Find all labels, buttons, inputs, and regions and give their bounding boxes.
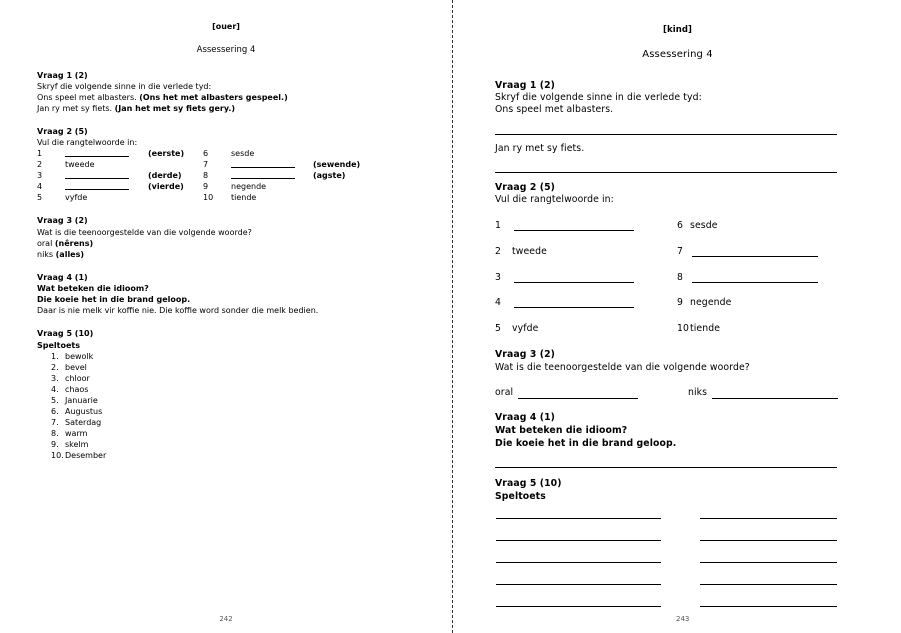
list-item: 4. chaos [51,385,89,394]
answer-line[interactable] [495,172,837,173]
q2-num: 8 [203,171,209,180]
list-item: 6. Augustus [51,407,103,416]
answer-line[interactable] [712,398,838,399]
spelling-line[interactable] [496,584,661,585]
q2-word: tweede [65,160,95,169]
q2-num: 5 [495,323,502,334]
q4-idiom: Die koeie het in die brand geloop. [37,295,191,304]
page-number: 242 [219,615,233,623]
spelling-line[interactable] [496,518,661,519]
q2-num: 8 [677,272,684,283]
q3-heading: Vraag 3 (2) [37,216,88,225]
page-header: [ouer] [212,22,240,31]
q1-sentence-1: Ons speel met albasters. (Ons het met albasters gespeel.) [37,93,288,102]
q3-word: niks [688,387,708,398]
page-divider [452,0,453,633]
q2-num: 9 [203,182,209,191]
q2-num: 3 [495,272,502,283]
q2-answer-blank [65,181,129,190]
q3-instruction: Wat is die teenoorgestelde van die volgende woorde? [37,228,252,237]
q2-num: 1 [495,220,502,231]
page-title: Assessering 4 [642,49,713,60]
q2-answer-blank [65,148,129,157]
q2-num: 3 [37,171,43,180]
list-item: 1. bewolk [51,352,94,361]
q5-heading: Vraag 5 (10) [495,478,562,489]
q1-answer-2: (Jan het met sy fiets gery.) [114,104,236,113]
q2-num: 4 [495,297,502,308]
q4-question: Wat beteken die idioom? [495,425,628,436]
q4-answer: Daar is nie melk vir koffie nie. Die koffie word sonder die melk bedien. [37,306,319,315]
spelling-line[interactable] [496,606,661,607]
q2-heading: Vraag 2 (5) [37,127,88,136]
q3-heading: Vraag 3 (2) [495,349,555,360]
q2-answer: (derde) [148,171,182,180]
q2-word: tiende [690,323,721,334]
q2-num: 10 [203,193,214,202]
answer-line[interactable] [518,398,638,399]
q2-answer-blank [231,170,295,179]
spelling-line[interactable] [700,562,837,563]
q2-num: 4 [37,182,43,191]
answer-line[interactable] [495,134,837,135]
q2-word: negende [231,182,267,191]
answer-line[interactable] [514,307,634,308]
spelling-line[interactable] [700,518,837,519]
q5-subheading: Speltoets [495,491,546,502]
q5-heading: Vraag 5 (10) [37,329,94,338]
list-item: 8. warm [51,429,88,438]
q2-word: negende [690,297,732,308]
answer-line[interactable] [692,256,818,257]
answer-line[interactable] [514,230,634,231]
q5-subheading: Speltoets [37,341,80,350]
spelling-line[interactable] [700,540,837,541]
list-item: 2. bevel [51,363,87,372]
q2-word: tweede [512,246,547,257]
q4-idiom: Die koeie het in die brand geloop. [495,438,677,449]
q2-word: tiende [231,193,257,202]
q2-num: 5 [37,193,43,202]
page-title: Assessering 4 [196,45,256,55]
q2-word: sesde [231,149,255,158]
q1-heading: Vraag 1 (2) [495,80,555,91]
q3-item-1: oral (nêrens) [37,239,94,248]
q1-answer-1: (Ons het met albasters gespeel.) [139,93,288,102]
q1-instruction: Skryf die volgende sinne in die verlede tyd: [495,92,702,103]
spelling-line[interactable] [700,584,837,585]
q2-answer: (agste) [313,171,346,180]
spelling-line[interactable] [496,540,661,541]
q2-instruction: Vul die rangtelwoorde in: [37,138,138,147]
child-page [454,0,901,633]
q4-question: Wat beteken die idioom? [37,284,149,293]
q1-instruction: Skryf die volgende sinne in die verlede tyd: [37,82,212,91]
q4-heading: Vraag 4 (1) [37,273,88,282]
q2-heading: Vraag 2 (5) [495,182,555,193]
page-number: 243 [676,615,690,623]
q2-answer: (sewende) [313,160,361,169]
q2-num: 2 [37,160,43,169]
q2-answer: (eerste) [148,149,185,158]
q1-sentence-2: Jan ry met sy fiets. [495,143,585,154]
answer-line[interactable] [495,467,837,468]
q3-word: oral [495,387,514,398]
q2-word: vyfde [65,193,88,202]
q2-answer-blank [65,170,129,179]
q3-item-2: niks (alles) [37,250,85,259]
spelling-line[interactable] [700,606,837,607]
list-item: 9. skelm [51,440,89,449]
page-header: [kind] [662,25,693,35]
answer-line[interactable] [514,282,634,283]
q2-num: 6 [203,149,209,158]
spelling-line[interactable] [496,562,661,563]
q2-num: 7 [203,160,209,169]
q2-answer: (vierde) [148,182,184,191]
q2-instruction: Vul die rangtelwoorde in: [495,194,614,205]
q2-num: 9 [677,297,684,308]
q2-num: 7 [677,246,684,257]
q2-num: 2 [495,246,502,257]
q2-num: 1 [37,149,43,158]
answer-line[interactable] [692,282,818,283]
list-item: 7. Saterdag [51,418,102,427]
list-item: 10.Desember [51,451,107,460]
q1-sentence-1: Ons speel met albasters. [495,104,614,115]
q4-heading: Vraag 4 (1) [495,412,555,423]
list-item: 5. Januarie [51,396,98,405]
q2-word: sesde [690,220,718,231]
q2-num: 6 [677,220,684,231]
q3-instruction: Wat is die teenoorgestelde van die volgende woorde? [495,362,750,373]
q1-heading: Vraag 1 (2) [37,71,88,80]
q2-num: 10 [677,323,690,334]
q1-sentence-2: Jan ry met sy fiets. (Jan het met sy fiets gery.) [37,104,236,113]
q2-word: vyfde [512,323,539,334]
list-item: 3. chloor [51,374,90,383]
spelling-list [51,351,106,461]
q2-answer-blank [231,159,295,168]
